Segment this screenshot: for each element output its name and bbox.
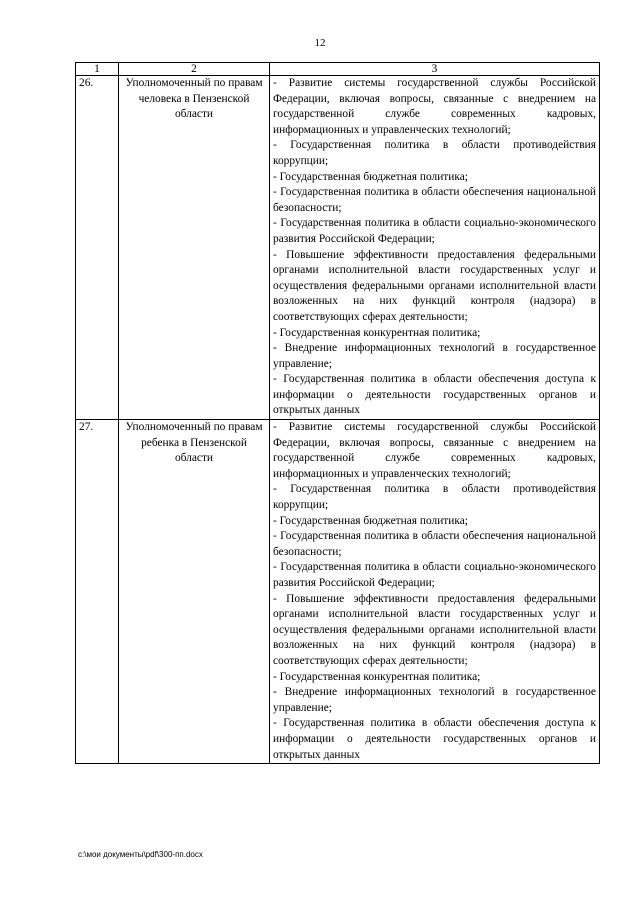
policy-item: - Государственная конкурентная политика;: [273, 326, 481, 339]
policy-item: - Государственная бюджетная политика;: [273, 514, 468, 527]
policy-item: - Повышение эффективности предоставления федеральными органами исполнительной власти государственных услуг и осуществления федеральными органами исполнительной власти возложенных на них функций контроля (надзора) в соответствующих сферах деятельности;: [273, 592, 596, 667]
policy-item: - Государственная бюджетная политика;: [273, 170, 468, 183]
policy-item: - Государственная политика в области социально-экономического развития Российской Федерации;: [273, 561, 596, 589]
policy-areas: [270, 76, 600, 420]
policy-item: - Внедрение информационных технологий в государственное управление;: [273, 342, 596, 370]
policy-item: - Внедрение информационных технологий в государственное управление;: [273, 686, 596, 714]
policy-item: - Государственная политика в области социально-экономического развития Российской Федерации;: [273, 217, 596, 245]
page-number: 12: [314, 37, 326, 49]
policy-item: - Государственная политика в области обеспечения национальной безопасности;: [273, 186, 596, 214]
table-row: [76, 76, 600, 420]
policy-item: - Повышение эффективности предоставления федеральными органами исполнительной власти государственных услуг и осуществления федеральными органами исполнительной власти возложенных на них функций контроля (надзора) в соответствующих сферах деятельности;: [273, 248, 596, 323]
official-name: Уполномоченный по правам человека в Пензенской области: [119, 76, 270, 420]
file-path-footer: c:\мои документы\pdf\300-пп.docx: [78, 850, 203, 859]
table-row: [76, 420, 600, 764]
row-number: 27.: [76, 420, 119, 764]
official-name: Уполномоченный по правам ребенка в Пензенской области: [119, 420, 270, 764]
document-table: [75, 62, 600, 764]
row-number: 26.: [76, 76, 119, 420]
policy-item: - Государственная политика в области обеспечения доступа к информации о деятельности государственных органов и открытых данных: [273, 373, 596, 417]
column-header-2: 2: [119, 63, 270, 76]
policy-item: - Развитие системы государственной службы Российской Федерации, включая вопросы, связанные с внедрением на государственной службе современных кадровых, информационных и управленческих технологий;: [273, 77, 596, 136]
policy-item: - Государственная конкурентная политика;: [273, 670, 481, 683]
policy-item: - Государственная политика в области противодействия коррупции;: [273, 139, 596, 167]
policy-item: - Государственная политика в области противодействия коррупции;: [273, 483, 596, 512]
column-header-1: 1: [76, 63, 119, 76]
policy-item: - Государственная политика в области обеспечения национальной безопасности;: [273, 530, 596, 558]
policy-item: - Развитие системы государственной службы Российской Федерации, включая вопросы, связанные с внедрением на государственной службе современных кадровых, информационных и управленческих технологий;: [273, 421, 596, 480]
policy-areas: [270, 420, 600, 764]
table-header-row: [76, 63, 600, 76]
column-header-3: 3: [270, 63, 600, 76]
policy-item: - Государственная политика в области обеспечения доступа к информации о деятельности государственных органов и открытых данных: [273, 717, 596, 761]
